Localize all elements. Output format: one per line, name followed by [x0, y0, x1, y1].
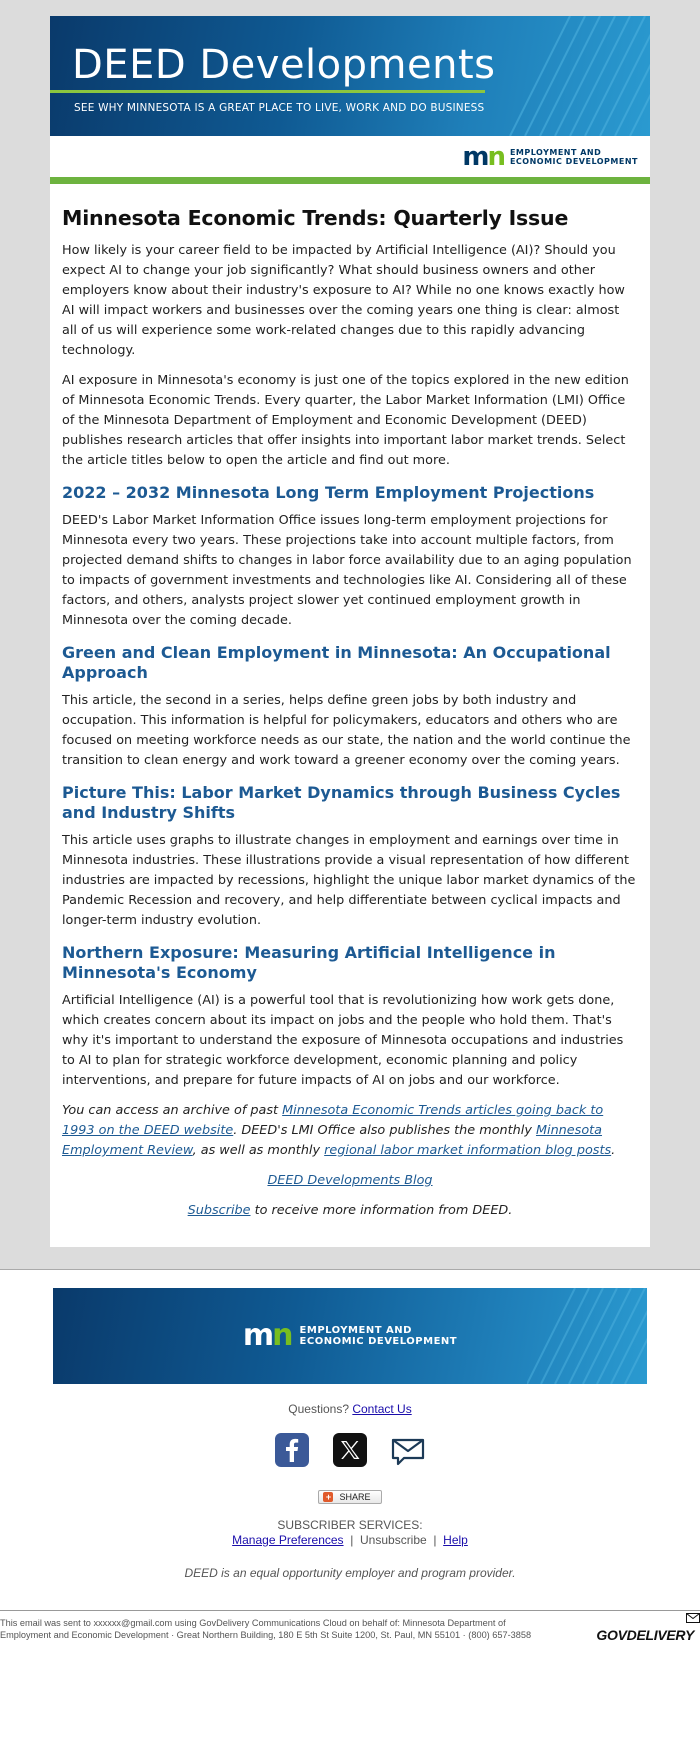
article-title-projections[interactable] — [62, 483, 638, 503]
social-icons — [0, 1432, 700, 1468]
share-plus-icon: + — [323, 1492, 333, 1502]
article-body-green-jobs: This article, the second in a series, helps define green jobs by both industry and occupation. This information is helpful for policymakers, educators and others who are focused on meeting workforce needs as our state, the nation and the world continue the transition to clean energy and work toward a greener economy over the coming years. — [62, 693, 631, 768]
govdelivery-envelope-icon — [686, 1613, 700, 1623]
newsletter-content — [50, 184, 650, 1247]
banner-title: DEED Developments — [72, 42, 496, 88]
article-body-picture-this: This article uses graphs to illustrate changes in employment and earnings over time in Minnesota industries. These illustrations provide a visual representation of how different industries are impacted by recessions, highlight the unique labor market dynamics of the Pandemic Recession and recovery, and help differentiate between cyclical impacts and longer-term industry evolution. — [62, 833, 636, 928]
article-title-green-jobs[interactable] — [62, 643, 638, 683]
deed-developments-blog-link[interactable]: DEED Developments Blog — [267, 1173, 433, 1188]
email-envelope-icon[interactable] — [390, 1432, 426, 1468]
page-title: Minnesota Economic Trends: Quarterly Issue — [62, 206, 569, 230]
govdelivery-logo[interactable]: GOVDELIVERY — [596, 1627, 694, 1643]
logo-line-1: EMPLOYMENT AND — [509, 147, 602, 157]
article-title-northern-exposure[interactable] — [62, 943, 638, 983]
footer-logo-line-1: EMPLOYMENT AND — [299, 1324, 412, 1336]
article-title-picture-this[interactable] — [62, 783, 638, 823]
employment-review-link[interactable]: Minnesota Employment Review — [62, 1123, 603, 1158]
share-row — [0, 1468, 700, 1504]
equal-opportunity-statement: DEED is an equal opportunity employer and program provider. — [184, 1566, 516, 1580]
diagonal-stripes-graphic — [500, 16, 650, 136]
x-twitter-icon[interactable] — [332, 1432, 368, 1468]
logo-line-2: ECONOMIC DEVELOPMENT — [509, 157, 638, 166]
footer-mn-logo-icon: mn — [242, 1318, 292, 1353]
article-body-projections: DEED's Labor Market Information Office issues long-term employment projections for Minnesota every two years. These projections take into account multiple factors, from projected demand shifts to changes in labor force availability due to an aging population to impacts of government investments and technologies like AI. Considering all of these factors, and others, analysts project slower yet continued employment growth in Minnesota over the coming decade. — [62, 513, 632, 628]
questions-line: Questions? Contact Us — [288, 1402, 412, 1416]
footer — [0, 1269, 700, 1647]
unsubscribe-link[interactable]: Unsubscribe — [360, 1533, 427, 1547]
mn-logo-icon: mn — [462, 142, 504, 172]
article-link-picture-this[interactable]: Picture This: Labor Market Dynamics through Business Cycles and Industry Shifts — [62, 783, 621, 822]
banner-graphic — [50, 16, 650, 136]
article-link-projections[interactable]: 2022 – 2032 Minnesota Long Term Employment Projections — [62, 483, 595, 502]
deed-logo — [462, 144, 638, 170]
article-body-northern-exposure: Artificial Intelligence (AI) is a powerful tool that is revolutionizing how work gets done, which creates concern about its impact on jobs and the people who hold them. That's why it's important to understand the exposure of Minnesota occupations and industries to AI to plan for strategic workforce development, economic planning and policy interventions, and prepare for future impacts of AI on jobs and our workforce. — [62, 993, 624, 1088]
article-link-green-jobs[interactable]: Green and Clean Employment in Minnesota: An Occupational Approach — [62, 643, 611, 682]
contact-us-link[interactable]: Contact Us — [352, 1402, 412, 1416]
subscriber-services: SUBSCRIBER SERVICES: Manage Preferences | Unsubscribe | Help — [0, 1518, 700, 1548]
subscribe-paragraph: Subscribe to receive more information from DEED. — [187, 1203, 513, 1218]
help-link[interactable]: Help — [443, 1533, 468, 1547]
intro-paragraph-1: How likely is your career field to be impacted by Artificial Intelligence (AI)? Should you expect AI to change your job significantly? What should business owners and other employers know about their industry's exposure to AI? While no one knows exactly how AI will impact workers and businesses over the coming years one thing is clear: almost all of us will experience some work-related changes due to this rapidly advancing technology. — [62, 243, 625, 358]
email-card — [50, 16, 650, 1247]
intro-paragraph-2: AI exposure in Minnesota's economy is just one of the topics explored in the new edition of Minnesota Economic Trends. Every quarter, the Labor Market Information (LMI) Office of the Minnesota Department of Employment and Economic Development (DEED) publishes research articles that offer insights into important labor market trends. Select the article titles below to open the article and find out more. — [62, 373, 629, 468]
facebook-icon[interactable] — [274, 1432, 310, 1468]
archive-paragraph: You can access an archive of past Minnesota Economic Trends articles going back to 1993 on the DEED website. DEED's LMI Office also publishes the monthly Minnesota Employment Review, as well as monthly regional labor market information blog posts. — [62, 1103, 616, 1158]
sent-to-notice: This email was sent to xxxxxx@gmail.com using GovDelivery Communications Cloud on behalf of: Minnesota Department of Employment and Economic Development · Great Northern Building, 180 E 5th St Suite 1200, St. Paul, MN 55101 · (800) 657-3858 — [0, 1618, 532, 1640]
regional-blog-posts-link[interactable]: regional labor market information blog posts — [324, 1143, 612, 1158]
footer-stripes-graphic — [527, 1288, 647, 1384]
banner-green-rule — [50, 90, 485, 93]
economic-trends-archive-link[interactable]: Minnesota Economic Trends articles going back to 1993 on the DEED website — [62, 1103, 604, 1138]
banner-tagline: SEE WHY MINNESOTA IS A GREAT PLACE TO LIVE, WORK AND DO BUSINESS — [74, 102, 485, 114]
article-link-northern-exposure[interactable]: Northern Exposure: Measuring Artificial Intelligence in Minnesota's Economy — [62, 943, 556, 982]
footer-logo-line-2: ECONOMIC DEVELOPMENT — [299, 1336, 458, 1347]
share-button[interactable]: + SHARE — [318, 1490, 381, 1504]
govdelivery-bar — [0, 1610, 700, 1647]
manage-preferences-link[interactable]: Manage Preferences — [232, 1533, 344, 1547]
blog-link-paragraph — [62, 1171, 638, 1191]
footer-banner — [53, 1288, 647, 1384]
header-banner — [50, 16, 650, 184]
footer-deed-logo — [242, 1318, 458, 1353]
subscriber-services-heading: SUBSCRIBER SERVICES: — [277, 1518, 423, 1532]
subscribe-link[interactable]: Subscribe — [187, 1203, 251, 1218]
